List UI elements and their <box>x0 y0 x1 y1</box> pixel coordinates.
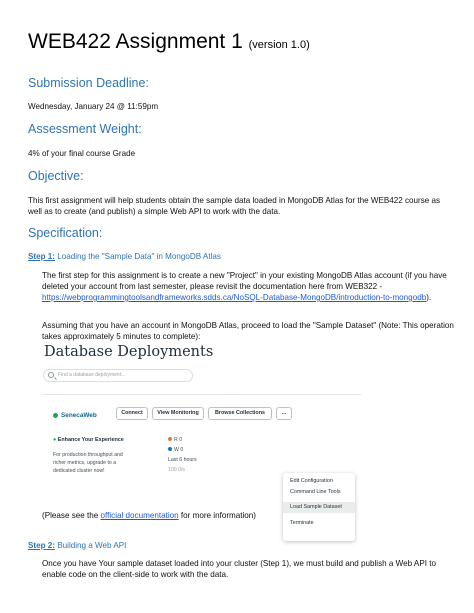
title-main: WEB422 Assignment 1 <box>28 30 243 53</box>
step1-para1-text: The first step for this assignment is to create a new "Project" in your existing MongoDB Atlas account (if you have deleted your account from last semester, please revisit the documentation here from WEB322 - <box>42 271 447 291</box>
rocket-icon: ● <box>53 437 57 443</box>
deadline-heading: Submission Deadline: <box>28 76 149 90</box>
objective-heading: Objective: <box>28 169 84 183</box>
step1-paragraph-1 <box>42 270 460 303</box>
write-metric: W 0 <box>168 447 183 453</box>
document-title <box>28 30 310 54</box>
search-icon <box>48 372 54 378</box>
step2-label: Step 2: <box>28 541 55 550</box>
step1-para1-end: ). <box>426 293 432 302</box>
cluster-options-menu <box>283 473 355 541</box>
step1-title: Loading the "Sample Data" in MongoDB Atlas <box>55 252 221 261</box>
search-placeholder: Find a database deployment... <box>58 372 126 378</box>
view-monitoring-button: View Monitoring <box>152 407 204 420</box>
write-dot-icon <box>168 447 172 451</box>
menu-item-edit-configuration: Edit Configuration <box>290 478 333 484</box>
step1-heading <box>28 252 221 261</box>
webprogramming-docs-link[interactable]: https://webprogrammingtoolsandframeworks.sdds.ca/NoSQL-Database-MongoDB/introduction-to-mongodb <box>42 293 427 302</box>
step1-note: (Please see the official documentation for more information) <box>42 511 257 520</box>
menu-item-command-line-tools: Command Line Tools <box>290 489 341 495</box>
official-documentation-link[interactable]: official documentation <box>100 511 179 520</box>
step1-paragraph-2: Assuming that you have an account in MongoDB Atlas, proceed to load the "Sample Dataset" (Note: This operation takes approximately 5 minutes to complete): <box>42 321 454 341</box>
weight-heading: Assessment Weight: <box>28 122 142 136</box>
objective-text: This first assignment will help students obtain the sample data loaded in MongoDB Atlas for the WEB422 course as well as to create (and publish) a simple Web API to work with the data. <box>28 196 441 216</box>
menu-item-terminate: Terminate <box>290 520 314 526</box>
step2-heading <box>28 541 126 550</box>
enhance-title: ● Enhance Your Experience <box>53 437 124 443</box>
step2-title: Building a Web API <box>55 541 127 550</box>
weight-text: 4% of your final course Grade <box>28 149 136 158</box>
step1-label: Step 1: <box>28 252 55 261</box>
metric-period: Last 6 hours <box>168 457 197 463</box>
cluster-name: SenecaWeb <box>53 412 97 419</box>
read-metric: R 0 <box>168 437 182 443</box>
deadline-text: Wednesday, January 24 @ 11:59pm <box>28 102 159 111</box>
deployment-search-input <box>43 369 193 382</box>
read-dot-icon <box>168 437 172 441</box>
menu-item-load-sample-dataset: Load Sample Dataset <box>283 502 355 513</box>
more-options-button: ... <box>276 407 292 420</box>
database-deployments-heading: Database Deployments <box>44 344 214 360</box>
status-dot-icon <box>53 413 58 418</box>
browse-collections-button: Browse Collections <box>208 407 272 420</box>
specification-heading: Specification: <box>28 226 103 240</box>
enhance-body: For production throughput and richer metrics, upgrade to a dedicated cluster now! <box>53 452 123 474</box>
title-version: (version 1.0) <box>248 39 310 51</box>
metric-rate: 100.0/s <box>168 467 186 473</box>
connect-button: Connect <box>116 407 148 420</box>
step2-paragraph: Once you have Your sample dataset loaded into your cluster (Step 1), we must build and publish a Web API to enable code on the client-side to work with the data. <box>42 559 436 579</box>
